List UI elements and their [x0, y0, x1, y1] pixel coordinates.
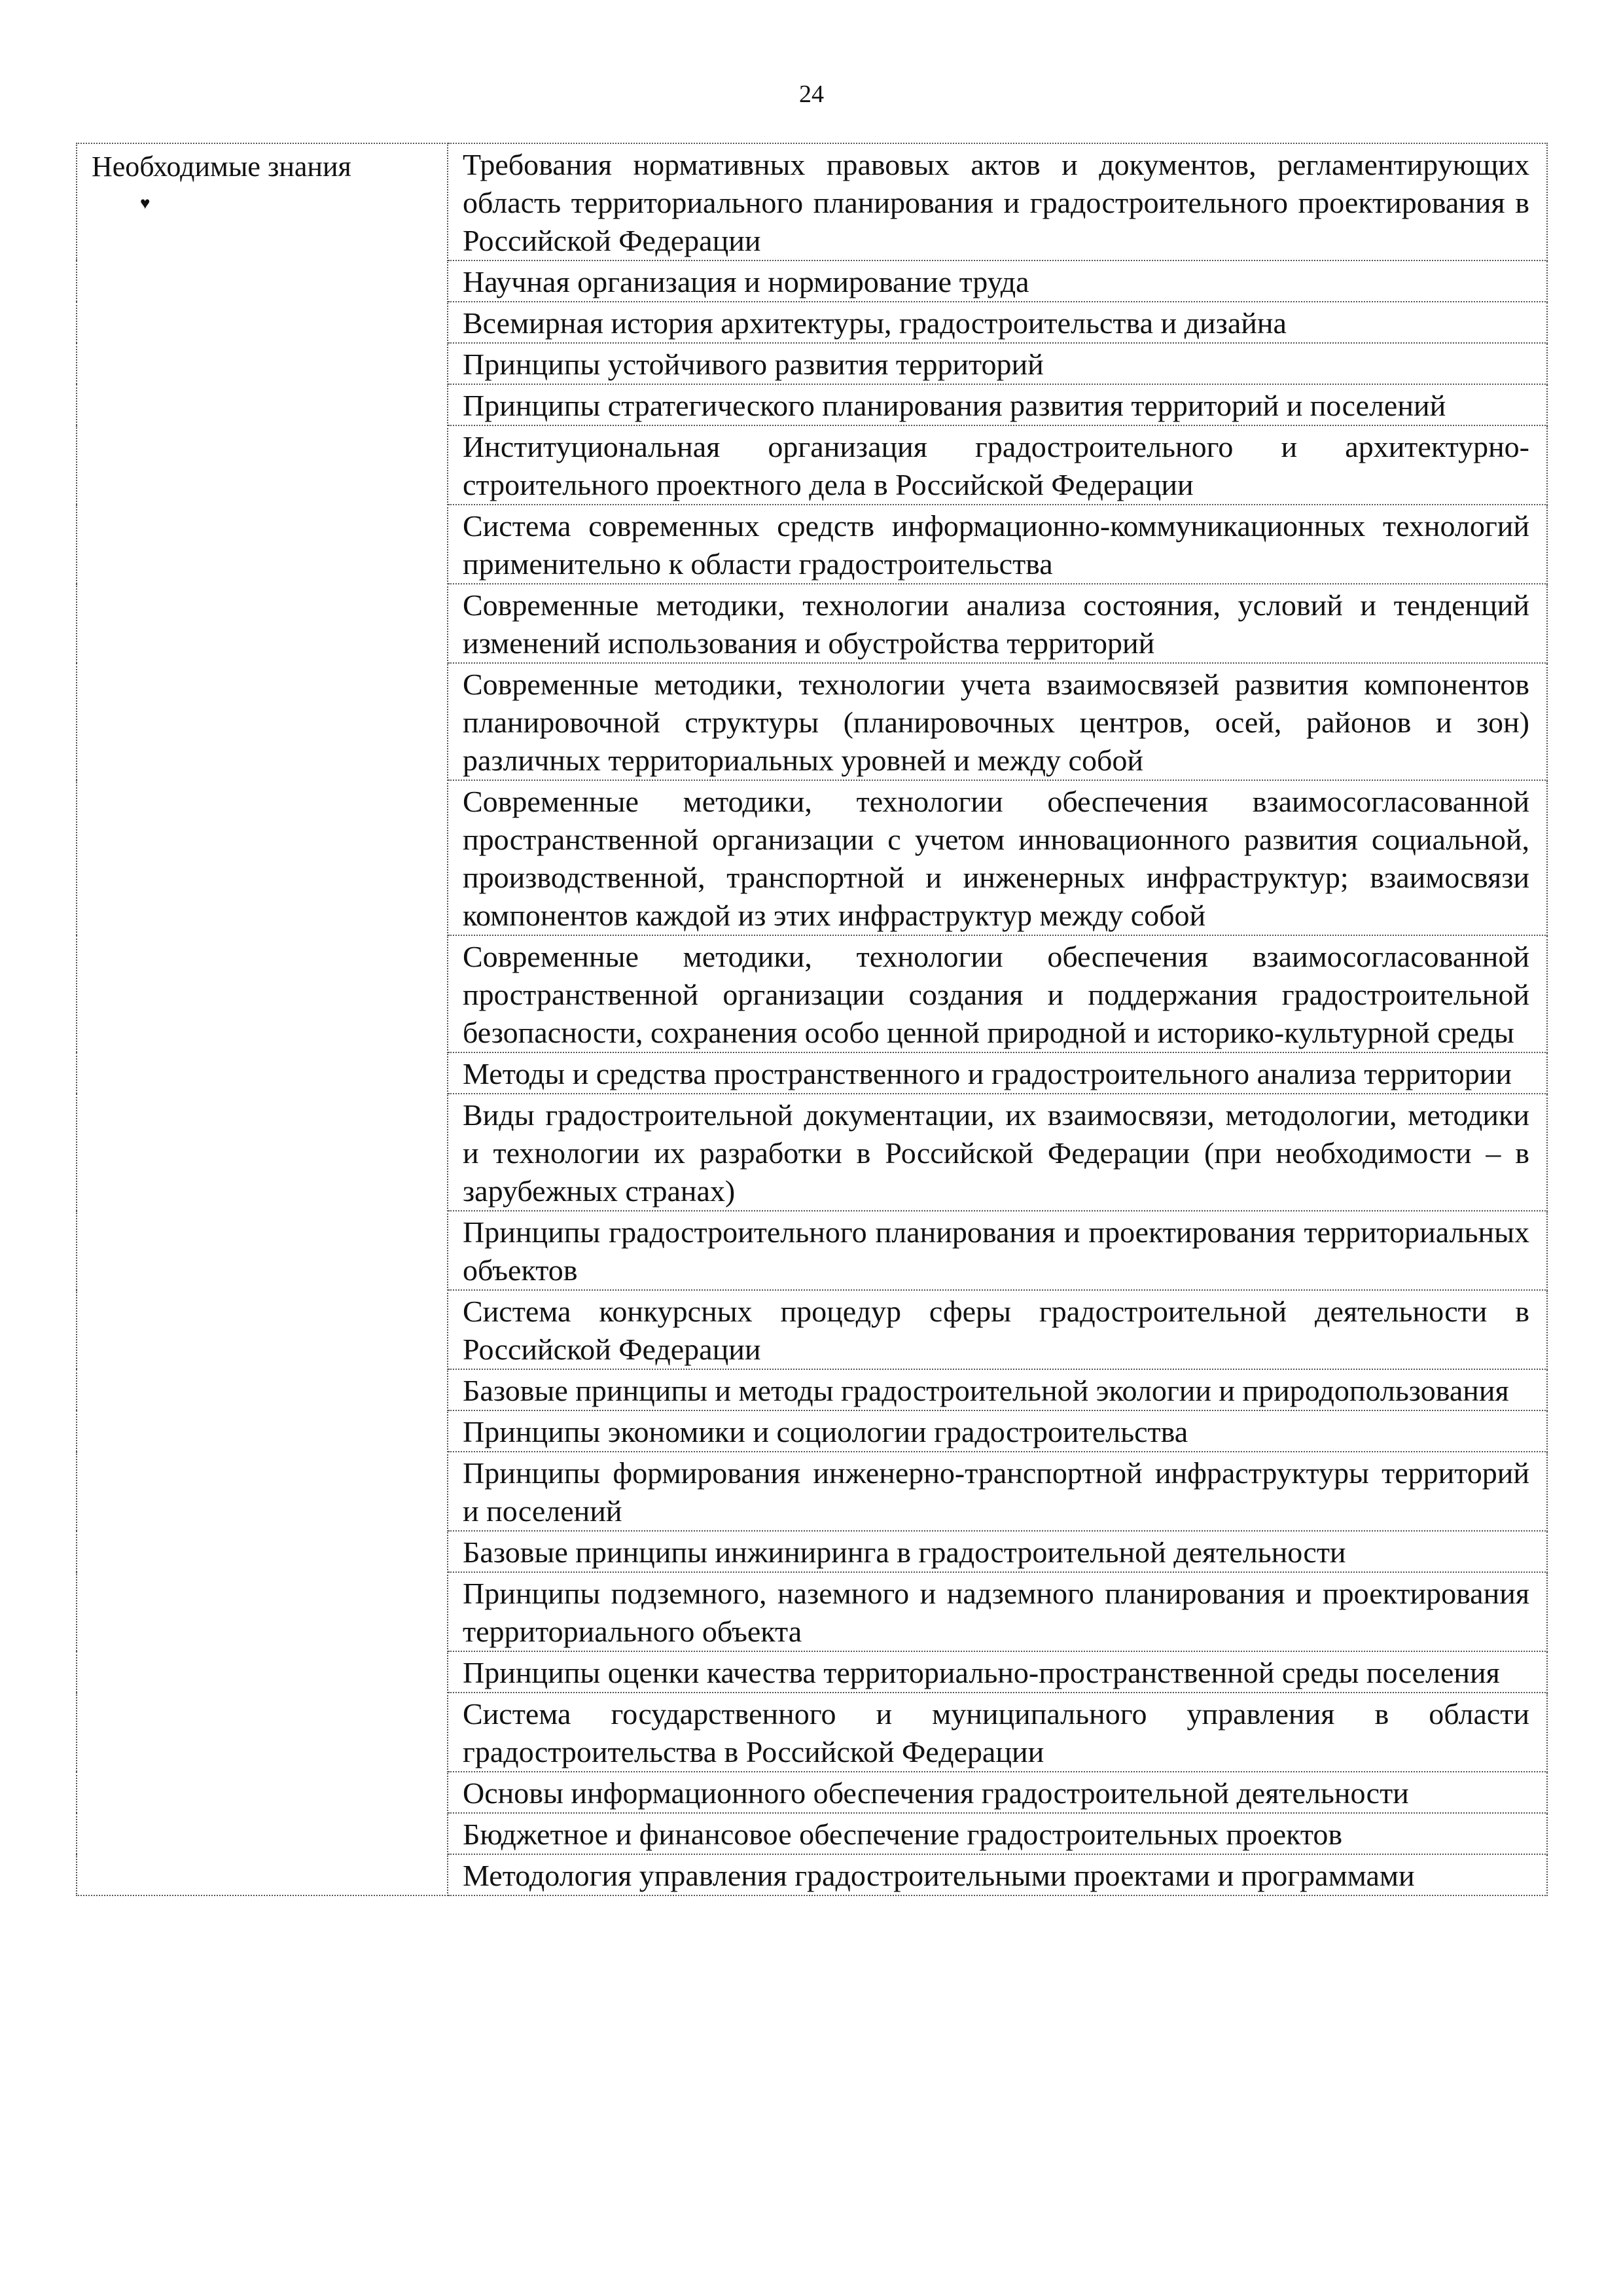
knowledge-item: Базовые принципы инжиниринга в градостроительной деятельности	[448, 1531, 1547, 1572]
knowledge-table	[76, 143, 1548, 1896]
knowledge-item: Бюджетное и финансовое обеспечение градостроительных проектов	[448, 1813, 1547, 1854]
page-number: 24	[799, 81, 824, 108]
knowledge-item: Система современных средств информационно-коммуникационных технологий применительно к области градостроительства	[448, 505, 1547, 584]
knowledge-item: Система конкурсных процедур сферы градостроительной деятельности в Российской Федерации	[448, 1290, 1547, 1369]
knowledge-item: Принципы стратегического планирования развития территорий и поселений	[448, 384, 1547, 425]
knowledge-item: Принципы оценки качества территориально-пространственной среды поселения	[448, 1651, 1547, 1693]
section-label: Необходимые знания	[92, 151, 351, 183]
knowledge-item: Всемирная история архитектуры, градостроительства и дизайна	[448, 302, 1547, 343]
knowledge-item: Научная организация и нормирование труда	[448, 260, 1547, 302]
knowledge-item: Современные методики, технологии анализа состояния, условий и тенденций изменений использования и обустройства территорий	[448, 584, 1547, 663]
knowledge-item: Современные методики, технологии учета взаимосвязей развития компонентов планировочной структуры (планировочных центров, осей, районов и зон) различных территориальных уровней и между собой	[448, 663, 1547, 780]
knowledge-item: Методология управления градостроительными проектами и программами	[448, 1854, 1547, 1895]
knowledge-item: Система государственного и муниципального управления в области градостроительства в Российской Федерации	[448, 1693, 1547, 1772]
margin-mark-icon: ♥	[140, 194, 151, 213]
knowledge-item: Требования нормативных правовых актов и документов, регламентирующих область территориального планирования и градостроительного проектирования в Российской Федерации	[448, 143, 1547, 260]
knowledge-item: Принципы градостроительного планирования и проектирования территориальных объектов	[448, 1211, 1547, 1290]
knowledge-item: Современные методики, технологии обеспечения взаимосогласованной пространственной организации создания и поддержания градостроительной безопасности, сохранения особо ценной природной и историко-культурной среды	[448, 935, 1547, 1052]
knowledge-item: Современные методики, технологии обеспечения взаимосогласованной пространственной организации с учетом инновационного развития социальной, производственной, транспортной и инженерных инфраструктур; взаимосвязи компонентов каждой из этих инфраструктур между собой	[448, 780, 1547, 935]
knowledge-item: Базовые принципы и методы градостроительной экологии и природопользования	[448, 1369, 1547, 1410]
knowledge-item: Принципы устойчивого развития территорий	[448, 343, 1547, 384]
knowledge-item: Принципы экономики и социологии градостроительства	[448, 1410, 1547, 1452]
knowledge-item: Виды градостроительной документации, их взаимосвязи, методологии, методики и технологии их разработки в Российской Федерации (при необходимости – в зарубежных странах)	[448, 1094, 1547, 1211]
knowledge-item: Методы и средства пространственного и градостроительного анализа территории	[448, 1052, 1547, 1094]
table-row	[77, 143, 1547, 260]
knowledge-item: Принципы подземного, наземного и надземного планирования и проектирования территориального объекта	[448, 1572, 1547, 1651]
knowledge-item: Институциональная организация градостроительного и архитектурно-строительного проектного дела в Российской Федерации	[448, 425, 1547, 505]
section-label-cell	[77, 143, 448, 1895]
knowledge-item: Основы информационного обеспечения градостроительной деятельности	[448, 1772, 1547, 1813]
knowledge-item: Принципы формирования инженерно-транспортной инфраструктуры территорий и поселений	[448, 1452, 1547, 1531]
